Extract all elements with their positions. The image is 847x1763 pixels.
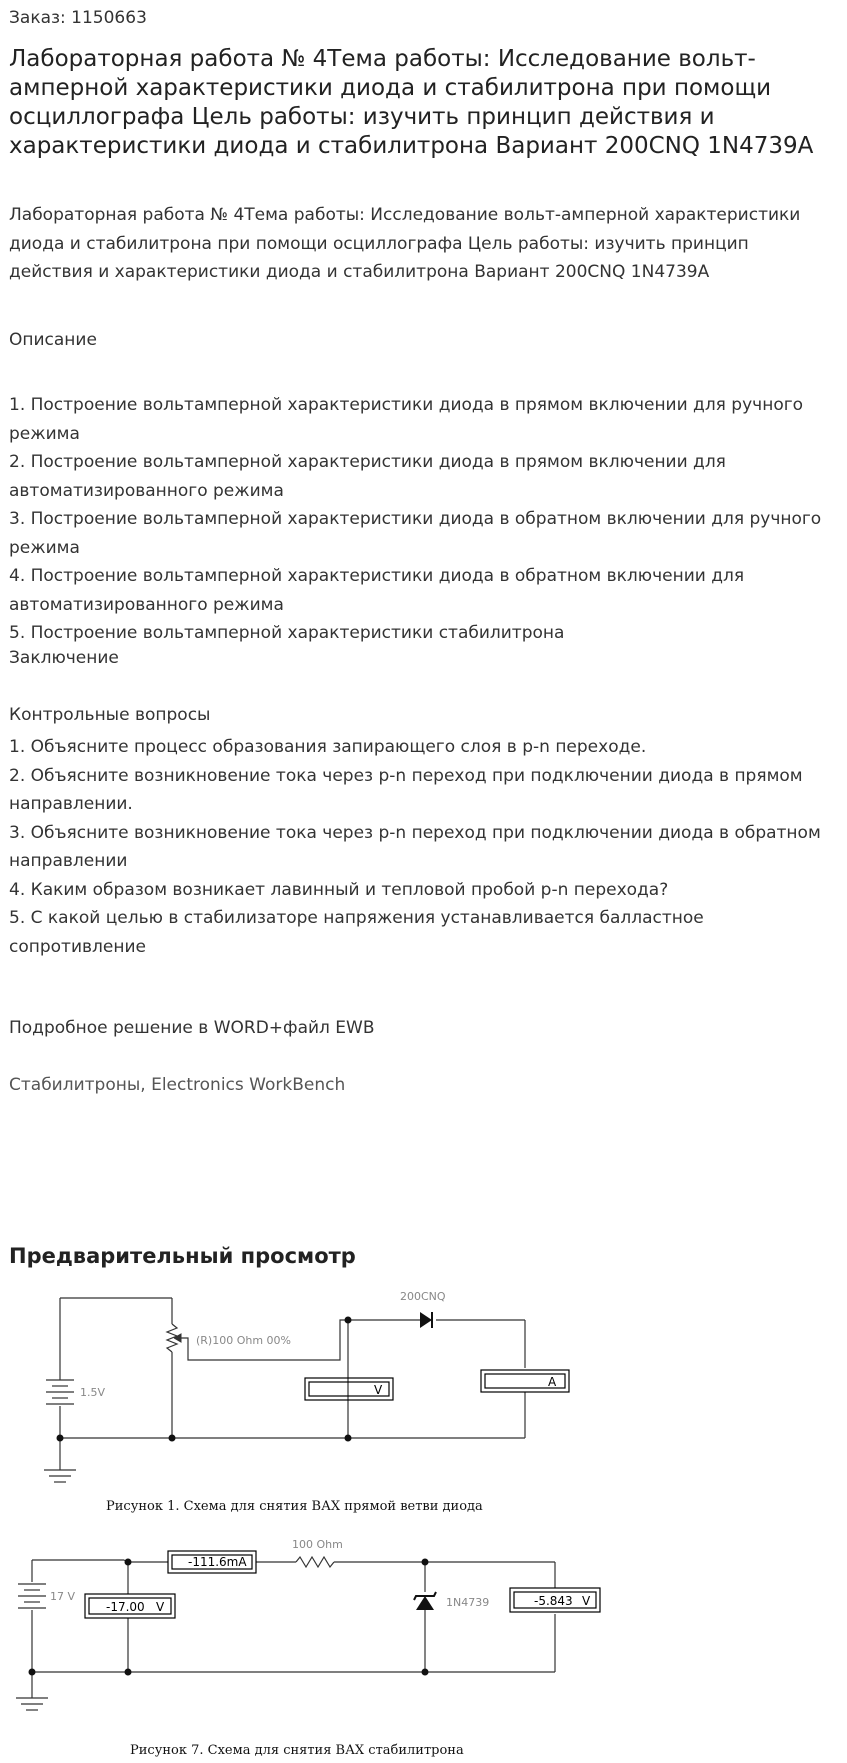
- conclusion-label: Заключение: [9, 648, 119, 668]
- figure1-caption: Рисунок 1. Схема для снятия ВАХ прямой ветви диода: [106, 1499, 483, 1514]
- tag-link-ewb[interactable]: Electronics WorkBench: [151, 1075, 346, 1095]
- potentiometer-label: (R)100 Ohm 00%: [196, 1334, 292, 1347]
- list-item: 5. С какой целью в стабилизаторе напряжения устанавливается балластное сопротивление: [9, 908, 704, 957]
- questions-label: Контрольные вопросы: [9, 705, 211, 725]
- list-item: 2. Построение вольтамперной характеристики диода в прямом включении для автоматизированного режима: [9, 452, 726, 501]
- preview-heading: Предварительный просмотр: [9, 1244, 356, 1268]
- steps-list: [9, 391, 844, 648]
- voltmeter1-value: -17.00: [106, 1600, 145, 1614]
- list-item: 5. Построение вольтамперной характеристики стабилитрона: [9, 623, 565, 643]
- diode-label: 200CNQ: [400, 1290, 446, 1303]
- battery-label: 1.5V: [80, 1386, 106, 1399]
- ammeter-value: -111.6mA: [188, 1555, 247, 1569]
- list-item: 3. Построение вольтамперной характеристики диода в обратном включении для ручного режима: [9, 509, 822, 558]
- list-item: 4. Построение вольтамперной характеристики диода в обратном включении для автоматизированного режима: [9, 566, 745, 615]
- voltmeter1-unit: V: [156, 1600, 165, 1614]
- description-label: Описание: [9, 330, 97, 350]
- battery-label: 17 V: [50, 1590, 76, 1603]
- questions-list: [9, 733, 844, 961]
- solution-note: Подробное решение в WORD+файл EWB: [9, 1018, 375, 1038]
- intro-text: Лабораторная работа № 4Тема работы: Исследование вольт-амперной характеристики диода и стабилитрона при помощи осциллографа Цель работы: изучить принцип действия и характеристики диода и стабилитрона Вариант 200CNQ 1N4739A: [9, 205, 801, 282]
- list-item: 1. Объясните процесс образования запирающего слоя в p-n переходе.: [9, 737, 647, 757]
- list-item: 4. Каким образом возникает лавинный и тепловой пробой p-n перехода?: [9, 879, 669, 900]
- voltmeter2-unit: V: [582, 1594, 591, 1608]
- voltmeter2-value: -5.843: [534, 1594, 573, 1608]
- list-item: 3. Объясните возникновение тока через p-n переход при подключении диода в обратном направлении: [9, 822, 821, 871]
- tag-separator: ,: [140, 1075, 152, 1095]
- ammeter-unit: A: [548, 1375, 557, 1389]
- list-item: 2. Объясните возникновение тока через p-n переход при подключении диода в прямом направлении.: [9, 765, 803, 814]
- tag-list: [9, 1075, 345, 1095]
- voltmeter-unit: V: [374, 1383, 383, 1397]
- resistor-label: 100 Ohm: [292, 1538, 343, 1551]
- figure1-schematic: [0, 1280, 847, 1525]
- figure2-caption: Рисунок 7. Схема для снятия ВАХ стабилитрона: [130, 1743, 464, 1758]
- list-item: 1. Построение вольтамперной характеристики диода в прямом включении для ручного режима: [9, 395, 804, 444]
- page-title: Лабораторная работа № 4Тема работы: Исследование вольт-амперной характеристики диода и стабилитрона при помощи осциллографа Цель работы: изучить принцип действия и характеристики диода и стабилитрона Вариант 200CNQ 1N4739A: [9, 46, 814, 159]
- order-number: Заказ: 1150663: [9, 8, 147, 28]
- tag-link-zener[interactable]: Стабилитроны: [9, 1075, 141, 1095]
- zener-label: 1N4739: [446, 1596, 490, 1609]
- figure2-schematic: [0, 1530, 847, 1763]
